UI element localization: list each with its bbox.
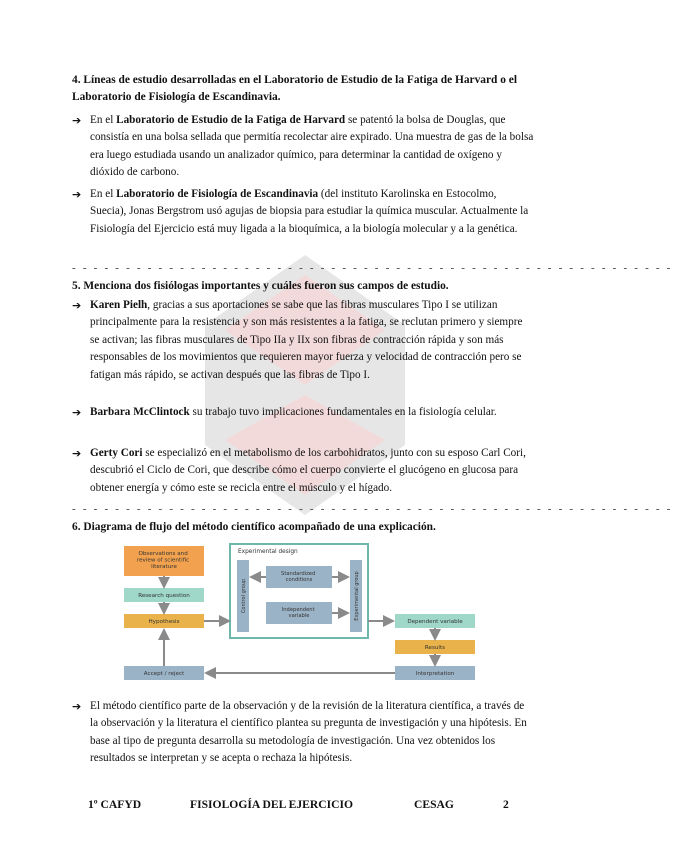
arrow-bullet-icon: ➔ [72,700,82,713]
dependent-variable-label: Dependent variable [407,619,463,625]
list-item-escandinavia: ➔ En el Laboratorio de Fisiología de Escandinavia (del instituto Karolinska en Estocolmo, Suecia), Jonas Bergstrom usó agujas de biopsia para estudiar la química muscular. Actualmente la Fisiología del Ejercicio está muy ligada a la bioquímica, a la biología molecular y a la genética. [72,188,529,235]
arrow-bullet-icon: ➔ [72,299,82,312]
list-item-barbara-mcclintock: ➔ Barbara McClintock su trabajo tuvo implicaciones fundamentales en la fisiología celular. [72,404,534,421]
section-4-title: 4. Líneas de estudio desarrolladas en el Laboratorio de Estudio de la Fatiga de Harvard o el Laboratorio de Fisiología de Escandinavia. [72,74,517,103]
section-6-title: 6. Diagrama de flujo del método científico acompañado de una explicación. [72,521,436,533]
experimental-design-label: Experimental design [238,549,298,555]
footer-school: CESAG [414,798,454,811]
list-item-karen-pielh: ➔ Karen Pielh, gracias a sus aportaciones se sabe que las fibras musculares Tipo I se utilizan principalmente para la resistencia y son más resistentes a la fatiga, se reclutan primero y siempre se activan; las fibras musculares de Tipo IIa y IIx son fibras de contracción rápida y son más responsables de los movimientos que requieren mayor fuerza y velocidad de contracción pero se fatigan más rápido, se activan después que las fibras de Tipo I. [72,299,523,381]
svg-text:Standardized conditions: Standardized conditions [281,571,316,583]
arrow-bullet-icon: ➔ [72,114,82,127]
hypothesis-label: Hypothesis [148,619,180,625]
scientific-method-flowchart [120,542,480,682]
separator-line: - - - - - - - - - - - - - - - - - - - - - - - - - - - - - - - - - - - - - - - - - - - - - - - - - - - - - - - - [72,262,673,274]
footer-subject: FISIOLOGÍA DEL EJERCICIO [190,798,354,811]
list-item-explanation: ➔ El método científico parte de la observación y de la revisión de la literatura científica, a través de la observación y la literatura el científico plantea su pregunta de investigación y una hipótesis. En base al tipo de pregunta desarrolla su metodología de investigación. Una vez obtenidos los resultados se interpretan y se acepta o rechaza la hipótesis. [72,700,527,765]
section-5-title: 5. Menciona dos fisiólogas importantes y cuáles fueron sus campos de estudio. [72,280,449,292]
separator-line: - - - - - - - - - - - - - - - - - - - - - - - - - - - - - - - - - - - - - - - - - - - - - - - - - - - - - - - - [72,503,673,515]
arrow-bullet-icon: ➔ [72,447,82,460]
footer-page-number: 2 [503,798,509,811]
list-item-harvard: ➔ En el Laboratorio de Estudio de la Fatiga de Harvard se patentó la bolsa de Douglas, que consistía en una bolsa sellada que permitía recolectar aire expirado. Una muestra de gas de la bolsa era luego estudiada usando un analizador químico, para determinar la cantidad de oxígeno y dióxido de carbono. [72,114,534,179]
list-item-gerty-cori: ➔ Gerty Cori se especializó en el metabolismo de los carbohidratos, junto con su esposo Carl Cori, descubrió el Ciclo de Cori, que describe cómo el cuerpo convierte el glucógeno en glucosa para obtener energía y cómo este se recicla entre el músculo y el hígado. [72,447,526,494]
results-label: Results [424,645,446,651]
footer-course: 1º CAFYD [88,798,142,811]
arrow-bullet-icon: ➔ [72,406,82,419]
control-group-label: Control group [241,578,247,614]
arrow-bullet-icon: ➔ [72,188,82,201]
accept-reject-label: Accept / reject [143,671,185,677]
interpretation-label: Interpretation [415,671,455,677]
experimental-group-label: Experimental group [354,571,360,621]
research-question-label: Research question [138,593,190,599]
svg-text:Observations and review: Observations and review of scientific literature [136,551,190,570]
svg-text:Independent variable: Independent variable [281,607,315,619]
